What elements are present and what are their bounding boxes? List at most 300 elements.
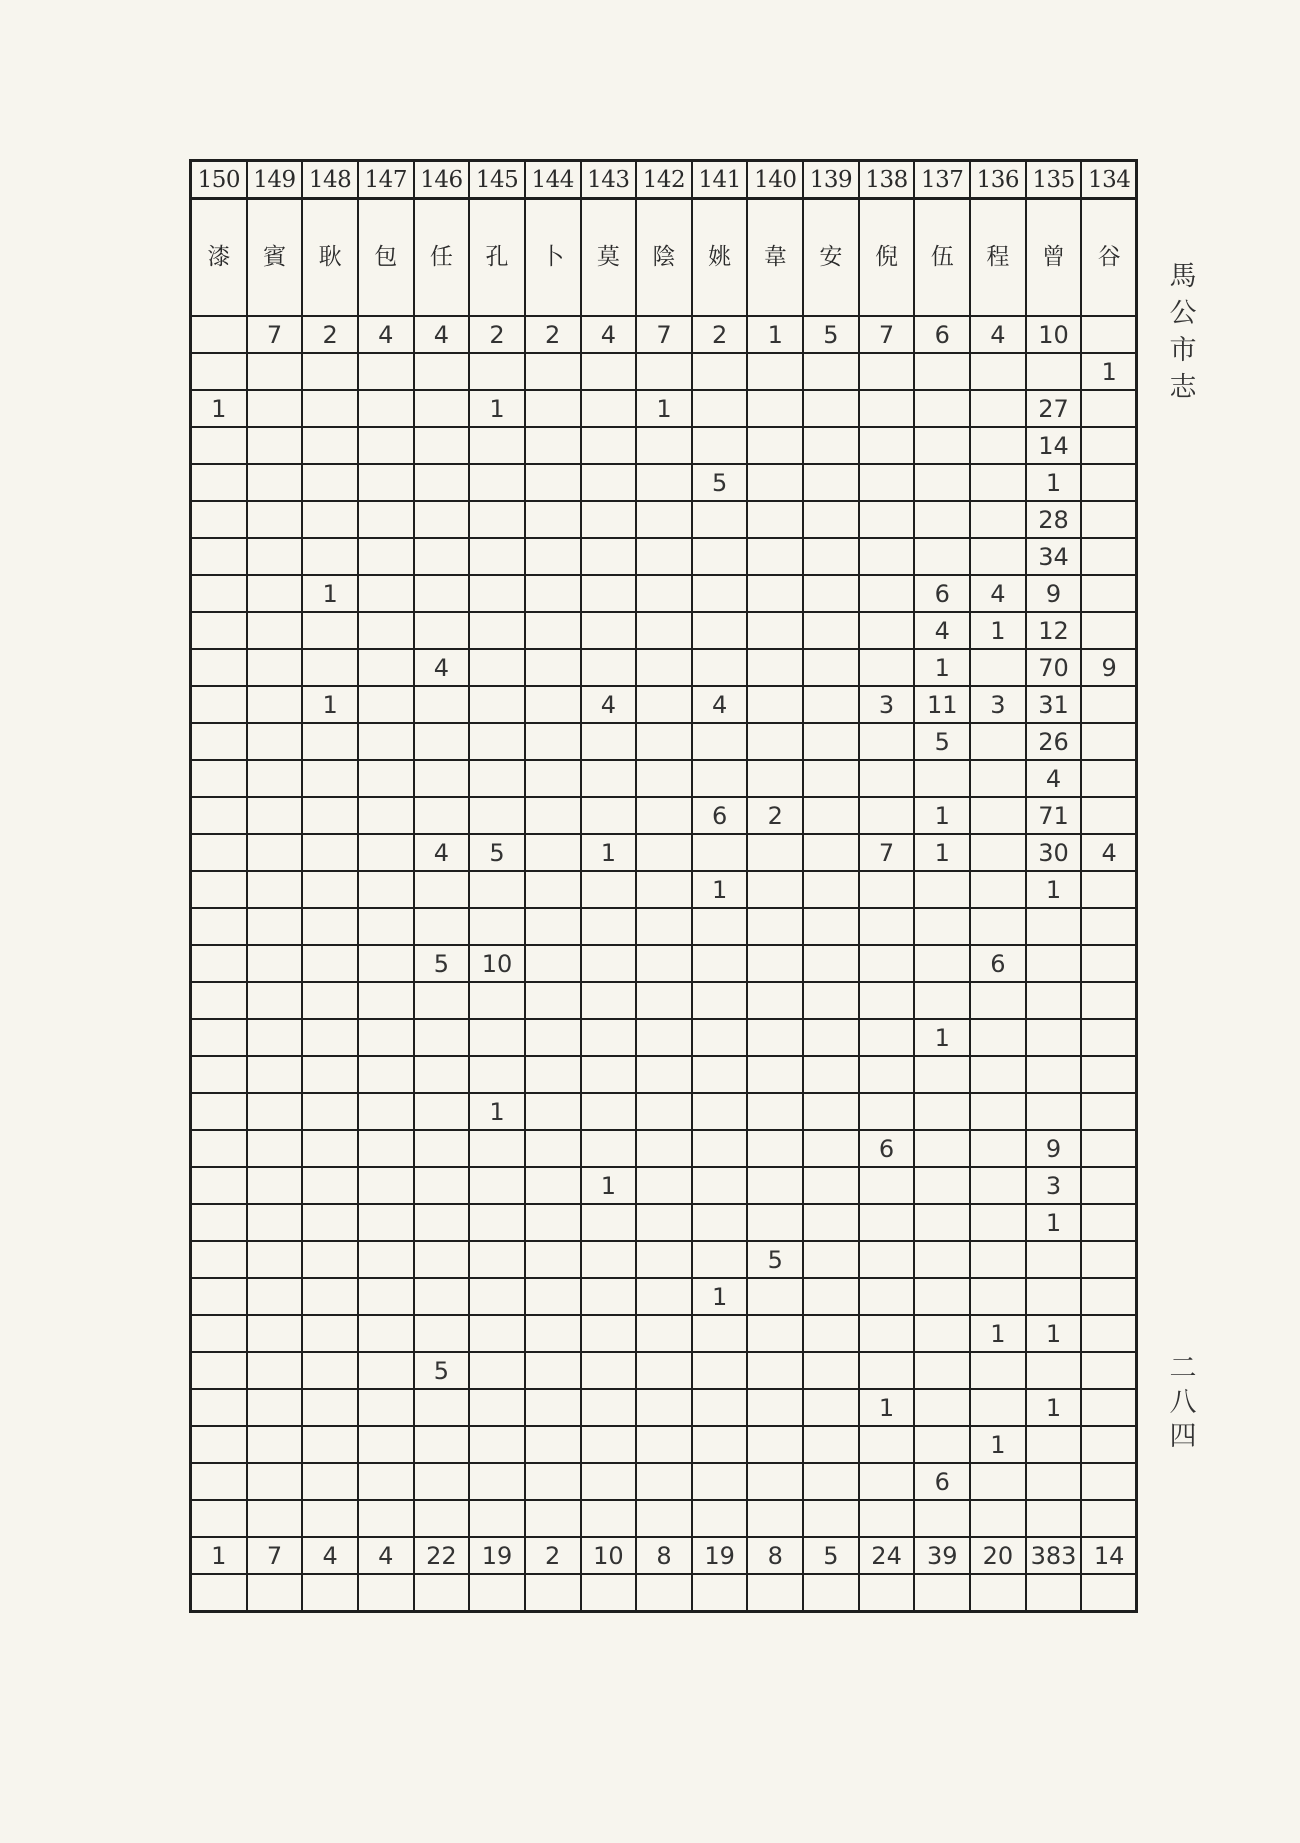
count-cell xyxy=(1026,1352,1082,1389)
count-cell: 3 xyxy=(1045,1171,1062,1200)
count-cell xyxy=(692,1426,748,1463)
count-cell xyxy=(525,1278,581,1315)
count-cell xyxy=(525,797,581,834)
count-cell xyxy=(302,1352,358,1389)
count-cell: 1 xyxy=(211,394,227,423)
count-cell xyxy=(970,797,1026,834)
table-row-rule xyxy=(189,352,1138,354)
count-cell xyxy=(525,427,581,464)
footer-cell xyxy=(803,1574,859,1612)
count-cell xyxy=(1026,982,1082,1019)
count-cell xyxy=(358,390,414,427)
footer-cell xyxy=(1081,1574,1137,1612)
footer-cell xyxy=(525,1574,581,1612)
count-cell xyxy=(636,1241,692,1278)
count-cell: 1 xyxy=(934,653,950,682)
count-cell: 6 xyxy=(711,801,728,830)
count-cell xyxy=(692,1389,748,1426)
count-cell: 10 xyxy=(1038,320,1069,349)
header-number-cell: 139 xyxy=(809,166,853,193)
count-cell xyxy=(581,1204,637,1241)
count-cell xyxy=(692,575,748,612)
surname-statistics-table xyxy=(191,161,1137,1612)
count-cell xyxy=(469,649,525,686)
count-cell xyxy=(803,1352,859,1389)
count-cell xyxy=(191,1019,247,1056)
count-cell xyxy=(358,1426,414,1463)
count-cell xyxy=(247,612,303,649)
count-cell: 1 xyxy=(990,1319,1006,1348)
count-cell xyxy=(469,1352,525,1389)
count-cell xyxy=(1026,1500,1082,1537)
count-cell xyxy=(469,1389,525,1426)
count-cell xyxy=(803,612,859,649)
count-cell: 1 xyxy=(1101,357,1117,386)
header-number-cell: 148 xyxy=(308,166,352,193)
table-row-rule xyxy=(189,1277,1138,1279)
count-cell xyxy=(581,353,637,390)
count-cell xyxy=(859,575,915,612)
count-cell xyxy=(525,1500,581,1537)
count-cell xyxy=(692,1130,748,1167)
count-cell xyxy=(247,1352,303,1389)
count-cell xyxy=(747,982,803,1019)
count-cell xyxy=(636,797,692,834)
count-cell xyxy=(302,649,358,686)
count-cell xyxy=(859,723,915,760)
header-number-cell: 149 xyxy=(253,166,296,193)
count-cell xyxy=(358,427,414,464)
footer-cell xyxy=(970,1574,1026,1612)
count-cell xyxy=(636,649,692,686)
count-cell xyxy=(302,834,358,871)
surname-cell: 陰 xyxy=(652,244,676,270)
count-cell: 34 xyxy=(1038,542,1069,571)
count-cell xyxy=(358,1278,414,1315)
count-cell: 7 xyxy=(656,320,672,349)
count-cell xyxy=(358,1167,414,1204)
count-cell xyxy=(302,353,358,390)
surname-cell: 莫 xyxy=(596,244,620,270)
count-cell xyxy=(247,1278,303,1315)
count-cell xyxy=(525,353,581,390)
count-cell xyxy=(636,1204,692,1241)
count-cell: 5 xyxy=(711,468,728,497)
count-cell xyxy=(581,871,637,908)
count-cell xyxy=(191,834,247,871)
count-cell xyxy=(302,538,358,575)
count-cell xyxy=(525,1204,581,1241)
count-cell xyxy=(581,390,637,427)
count-cell xyxy=(692,1167,748,1204)
table-column-rule xyxy=(189,161,192,1612)
count-cell xyxy=(191,1241,247,1278)
table-row-rule xyxy=(189,315,1138,317)
count-cell xyxy=(914,1093,970,1130)
count-cell xyxy=(358,1093,414,1130)
count-cell: 2 xyxy=(711,320,728,349)
count-cell xyxy=(358,1463,414,1500)
footer-cell xyxy=(636,1574,692,1612)
count-cell xyxy=(1026,1463,1082,1500)
count-cell xyxy=(469,353,525,390)
count-cell xyxy=(1026,1241,1082,1278)
count-cell xyxy=(414,427,470,464)
count-cell xyxy=(914,982,970,1019)
count-cell xyxy=(414,723,470,760)
count-cell xyxy=(1081,538,1137,575)
count-cell: 1 xyxy=(600,1171,616,1200)
table-row-rule xyxy=(189,1055,1138,1057)
count-cell xyxy=(525,1241,581,1278)
count-cell: 7 xyxy=(878,838,895,867)
count-cell xyxy=(302,723,358,760)
count-cell: 1 xyxy=(322,579,338,608)
count-cell: 27 xyxy=(1038,394,1069,423)
count-cell xyxy=(469,982,525,1019)
count-cell: 6 xyxy=(934,1467,950,1496)
count-cell xyxy=(859,1315,915,1352)
count-cell xyxy=(1081,1426,1137,1463)
book-title: 馬 公 市 志 xyxy=(1169,261,1197,403)
count-cell xyxy=(636,501,692,538)
count-cell xyxy=(747,390,803,427)
count-cell xyxy=(914,1278,970,1315)
count-cell xyxy=(803,1204,859,1241)
header-number-cell: 147 xyxy=(364,166,407,193)
count-cell xyxy=(191,501,247,538)
count-cell xyxy=(914,1500,970,1537)
count-cell xyxy=(469,464,525,501)
count-cell: 5 xyxy=(489,838,505,867)
count-cell: 30 xyxy=(1038,838,1069,867)
count-cell xyxy=(581,1426,637,1463)
count-cell xyxy=(636,427,692,464)
count-cell xyxy=(302,760,358,797)
count-cell xyxy=(469,427,525,464)
count-cell xyxy=(914,538,970,575)
count-cell xyxy=(747,612,803,649)
count-cell xyxy=(747,538,803,575)
table-row-rule xyxy=(189,944,1138,946)
count-cell xyxy=(803,1426,859,1463)
table-row-rule xyxy=(189,159,1138,162)
surname-cell: 谷 xyxy=(1097,244,1121,270)
count-cell xyxy=(636,834,692,871)
count-cell xyxy=(859,1463,915,1500)
footer-cell xyxy=(191,1574,247,1612)
header-number-cell: 140 xyxy=(754,166,797,193)
count-cell xyxy=(636,982,692,1019)
count-cell xyxy=(302,427,358,464)
count-cell xyxy=(525,1352,581,1389)
count-cell xyxy=(469,871,525,908)
count-cell xyxy=(803,723,859,760)
count-cell xyxy=(803,538,859,575)
count-cell xyxy=(803,353,859,390)
count-cell: 2 xyxy=(767,801,783,830)
count-cell xyxy=(469,1056,525,1093)
count-cell xyxy=(636,1019,692,1056)
count-cell xyxy=(581,1389,637,1426)
count-cell xyxy=(358,834,414,871)
count-cell xyxy=(469,1019,525,1056)
count-cell xyxy=(191,908,247,945)
count-cell xyxy=(914,501,970,538)
count-cell xyxy=(302,1130,358,1167)
count-cell xyxy=(302,464,358,501)
count-cell: 7 xyxy=(878,320,895,349)
count-cell xyxy=(414,353,470,390)
count-cell xyxy=(914,1241,970,1278)
count-cell xyxy=(414,464,470,501)
count-cell xyxy=(803,1167,859,1204)
count-cell xyxy=(191,760,247,797)
count-cell: 7 xyxy=(266,320,283,349)
count-cell: 3 xyxy=(990,690,1006,719)
count-cell xyxy=(247,1019,303,1056)
count-cell xyxy=(414,1056,470,1093)
count-cell xyxy=(747,501,803,538)
count-cell xyxy=(302,1389,358,1426)
count-cell xyxy=(247,1130,303,1167)
count-cell xyxy=(414,871,470,908)
count-cell xyxy=(414,501,470,538)
count-cell xyxy=(469,1426,525,1463)
count-cell xyxy=(636,1278,692,1315)
count-cell: 31 xyxy=(1038,690,1069,719)
count-cell xyxy=(191,1389,247,1426)
header-number-cell: 150 xyxy=(197,166,241,193)
count-cell xyxy=(970,1019,1026,1056)
count-cell xyxy=(859,871,915,908)
count-cell xyxy=(469,1500,525,1537)
count-cell: 10 xyxy=(481,949,513,978)
count-cell xyxy=(859,390,915,427)
count-cell xyxy=(747,1315,803,1352)
count-cell xyxy=(247,390,303,427)
count-cell xyxy=(247,1463,303,1500)
count-cell xyxy=(636,612,692,649)
count-cell xyxy=(747,834,803,871)
count-cell xyxy=(247,427,303,464)
surname-cell: 賓 xyxy=(262,244,286,270)
count-cell xyxy=(247,908,303,945)
count-cell xyxy=(302,1463,358,1500)
count-cell xyxy=(247,538,303,575)
count-cell xyxy=(692,1056,748,1093)
count-cell xyxy=(692,723,748,760)
count-cell xyxy=(970,1204,1026,1241)
count-cell: 1 xyxy=(711,1282,728,1311)
count-cell: 4 xyxy=(934,616,950,645)
count-cell xyxy=(191,1463,247,1500)
count-cell xyxy=(970,1241,1026,1278)
count-cell xyxy=(970,427,1026,464)
table-row-rule xyxy=(189,1314,1138,1316)
count-cell xyxy=(191,1426,247,1463)
count-cell xyxy=(302,1056,358,1093)
count-cell xyxy=(803,501,859,538)
count-cell xyxy=(302,501,358,538)
count-cell xyxy=(581,945,637,982)
count-cell xyxy=(692,1204,748,1241)
count-cell xyxy=(1081,945,1137,982)
count-cell: 4 xyxy=(1045,764,1062,793)
count-cell: 4 xyxy=(1101,838,1117,867)
table-row-rule xyxy=(189,870,1138,872)
table-row-rule xyxy=(189,463,1138,465)
count-cell: 1 xyxy=(656,394,672,423)
table-column-rule xyxy=(524,161,526,1612)
count-cell xyxy=(636,1315,692,1352)
count-cell xyxy=(525,908,581,945)
count-cell xyxy=(581,501,637,538)
count-cell xyxy=(302,945,358,982)
count-cell xyxy=(247,871,303,908)
count-cell xyxy=(692,982,748,1019)
count-cell xyxy=(636,945,692,982)
count-cell xyxy=(525,575,581,612)
count-cell xyxy=(525,1019,581,1056)
count-cell xyxy=(581,982,637,1019)
table-row-rule xyxy=(189,426,1138,428)
count-cell: 1 xyxy=(489,1097,505,1126)
footer-cell xyxy=(581,1574,637,1612)
count-cell xyxy=(414,1315,470,1352)
count-cell xyxy=(302,1167,358,1204)
surname-cell: 卜 xyxy=(541,244,565,270)
count-cell xyxy=(1081,575,1137,612)
count-cell xyxy=(414,1426,470,1463)
count-cell xyxy=(747,464,803,501)
count-cell xyxy=(191,427,247,464)
count-cell xyxy=(747,1130,803,1167)
table-row-rule xyxy=(189,648,1138,650)
count-cell xyxy=(692,1463,748,1500)
count-cell xyxy=(247,1093,303,1130)
count-cell: 1 xyxy=(1045,875,1062,904)
count-cell xyxy=(803,575,859,612)
count-cell xyxy=(525,686,581,723)
count-cell xyxy=(247,353,303,390)
table-column-rule xyxy=(246,161,248,1612)
count-cell xyxy=(247,1426,303,1463)
count-cell xyxy=(970,723,1026,760)
total-cell: 24 xyxy=(871,1541,902,1570)
count-cell xyxy=(1081,1204,1137,1241)
count-cell xyxy=(247,464,303,501)
count-cell xyxy=(525,501,581,538)
table-row-rule xyxy=(189,981,1138,983)
count-cell xyxy=(747,1019,803,1056)
table-row-rule xyxy=(189,796,1138,798)
count-cell xyxy=(692,353,748,390)
count-cell xyxy=(302,390,358,427)
count-cell xyxy=(803,390,859,427)
count-cell xyxy=(1081,1241,1137,1278)
count-cell xyxy=(970,1500,1026,1537)
count-cell xyxy=(747,1056,803,1093)
count-cell xyxy=(581,797,637,834)
count-cell xyxy=(692,1093,748,1130)
count-cell xyxy=(191,649,247,686)
count-cell xyxy=(1081,612,1137,649)
table-column-rule xyxy=(357,161,359,1612)
count-cell xyxy=(970,908,1026,945)
count-cell xyxy=(914,1389,970,1426)
table-column-rule xyxy=(746,161,748,1612)
count-cell xyxy=(803,945,859,982)
footer-cell xyxy=(358,1574,414,1612)
count-cell xyxy=(191,1056,247,1093)
count-cell xyxy=(859,1093,915,1130)
count-cell xyxy=(636,1352,692,1389)
count-cell xyxy=(469,797,525,834)
count-cell xyxy=(469,1278,525,1315)
count-cell xyxy=(1081,1167,1137,1204)
count-cell xyxy=(970,1352,1026,1389)
table-column-rule xyxy=(1135,161,1138,1612)
total-cell: 20 xyxy=(982,1541,1014,1570)
count-cell xyxy=(358,538,414,575)
count-cell xyxy=(859,1278,915,1315)
count-cell xyxy=(525,1167,581,1204)
count-cell xyxy=(525,1056,581,1093)
total-cell: 39 xyxy=(926,1541,958,1570)
header-number-cell: 137 xyxy=(921,166,964,193)
count-cell xyxy=(358,760,414,797)
count-cell xyxy=(414,982,470,1019)
count-cell xyxy=(469,1130,525,1167)
count-cell xyxy=(970,538,1026,575)
count-cell xyxy=(247,1167,303,1204)
count-cell xyxy=(859,1500,915,1537)
count-cell xyxy=(636,1056,692,1093)
count-cell xyxy=(525,1315,581,1352)
count-cell xyxy=(803,1315,859,1352)
count-cell xyxy=(358,353,414,390)
count-cell xyxy=(970,501,1026,538)
count-cell xyxy=(581,538,637,575)
count-cell xyxy=(636,353,692,390)
count-cell xyxy=(414,908,470,945)
count-cell xyxy=(747,1278,803,1315)
count-cell xyxy=(1081,982,1137,1019)
count-cell xyxy=(1081,1019,1137,1056)
count-cell xyxy=(358,1241,414,1278)
count-cell xyxy=(636,575,692,612)
count-cell xyxy=(358,908,414,945)
page-number: 二 八 四 xyxy=(1169,1353,1197,1452)
surname-cell: 孔 xyxy=(485,244,509,270)
count-cell xyxy=(525,723,581,760)
count-cell xyxy=(581,1278,637,1315)
count-cell: 1 xyxy=(990,616,1006,645)
count-cell xyxy=(803,1056,859,1093)
count-cell xyxy=(414,1278,470,1315)
count-cell: 70 xyxy=(1038,653,1069,682)
table-row-rule xyxy=(189,1203,1138,1205)
count-cell xyxy=(692,1352,748,1389)
count-cell xyxy=(358,1204,414,1241)
footer-cell xyxy=(1026,1574,1082,1612)
count-cell xyxy=(525,1093,581,1130)
table-row-rule xyxy=(189,1092,1138,1094)
count-cell xyxy=(247,1389,303,1426)
count-cell xyxy=(914,1130,970,1167)
count-cell xyxy=(970,1093,1026,1130)
